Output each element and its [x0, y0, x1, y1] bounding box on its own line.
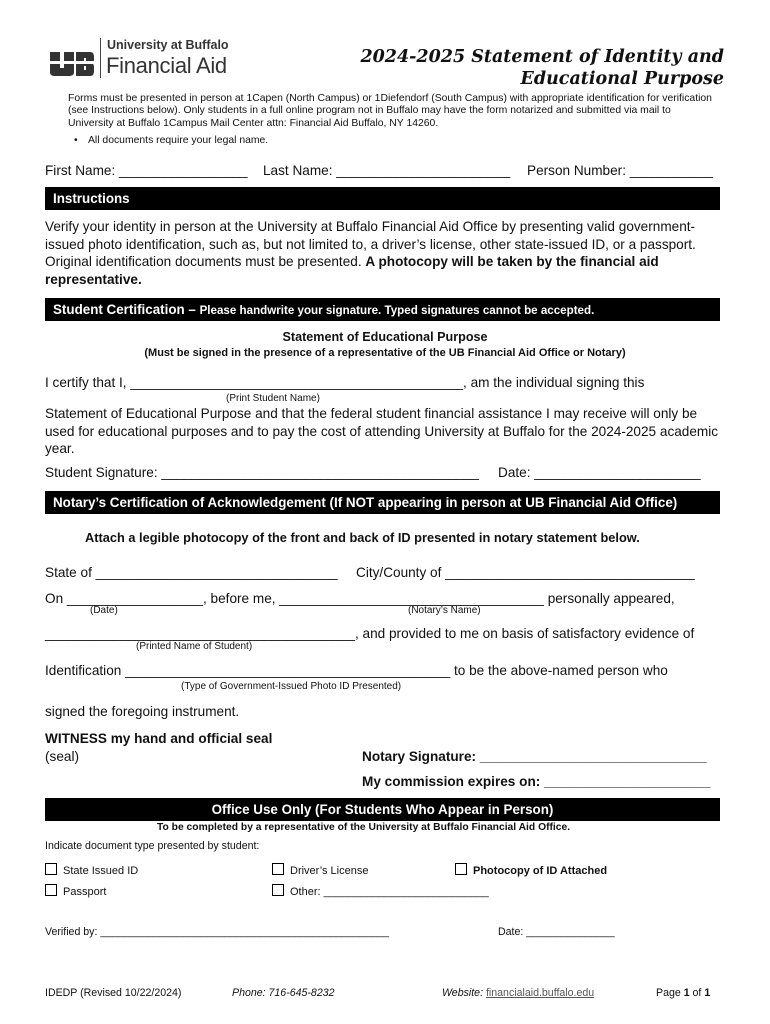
logo-divider: [100, 38, 101, 78]
witness-label: WITNESS my hand and official seal: [45, 731, 273, 746]
person-number-field[interactable]: Person Number: ___________: [527, 163, 713, 178]
department-name: Financial Aid: [106, 53, 227, 78]
student-date-field[interactable]: Date: ______________________: [498, 465, 701, 480]
passport-option[interactable]: Passport: [45, 884, 106, 898]
drivers-license-checkbox[interactable]: [272, 863, 284, 875]
date-label: (Date): [90, 605, 118, 616]
drivers-license-option[interactable]: Driver’s License: [272, 863, 368, 877]
instructions-text: Verify your identity in person at the University at Buffalo Financial Aid Office by presenting valid government-issued photo identification, such as, but not limited to, a driver’s license, other state-issued ID, or a passport. Original identification documents must be presented. A photocopy will be taken by the financial aid representative.: [45, 219, 696, 287]
website-link[interactable]: financialaid.buffalo.edu: [485, 987, 595, 999]
photocopy-checkbox[interactable]: [455, 863, 467, 875]
notary-name-label: (Notary’s Name): [408, 605, 481, 616]
state-id-checkbox[interactable]: [45, 863, 57, 875]
revision-label: IDEDP (Revised 10/22/2024): [45, 987, 182, 999]
intro-bullet: • All documents require your legal name.: [74, 135, 269, 146]
statement-subtitle: (Must be signed in the presence of a representative of the UB Financial Aid Office or Notary): [144, 347, 626, 359]
office-use-heading: Office Use Only (For Students Who Appear in Person): [45, 798, 720, 821]
intro-text: Forms must be presented in person at 1Capen (North Campus) or 1Diefendorf (South Campus) with appropriate identification for verification (see Instructions below). Only students in a full online program not in Buffalo may have the form notarized and submitted via mail to University at Buffalo 1Campus Mail Center attn: Financial Aid Buffalo, NY 14260.: [68, 93, 712, 129]
first-name-field[interactable]: First Name: _________________: [45, 163, 248, 178]
state-field[interactable]: State of ________________________________: [45, 565, 338, 580]
verified-by-field[interactable]: Verified by: _________________________________________________: [45, 926, 390, 938]
statement-title: Statement of Educational Purpose: [282, 330, 488, 344]
other-checkbox[interactable]: [272, 884, 284, 896]
university-name: University at Buffalo: [107, 38, 229, 52]
indicate-doc-type: Indicate document type presented by student:: [45, 840, 260, 852]
id-type-label: (Type of Government-Issued Photo ID Presented): [181, 681, 402, 692]
identification-line[interactable]: Identification ___________________________________________ to be the above-named person who: [45, 663, 668, 678]
notary-heading: Notary’s Certification of Acknowledgement (If NOT appearing in person at UB Financial Aid Office): [45, 491, 720, 514]
website: Website: financialaid.buffalo.edu: [442, 987, 595, 999]
form-title: 2024-2025 Statement of Identity and Educational Purpose: [360, 47, 724, 89]
state-id-option[interactable]: State Issued ID: [45, 863, 138, 877]
instructions-heading: Instructions: [45, 187, 720, 210]
seal-label: (seal): [45, 749, 79, 764]
commission-expires-field[interactable]: My commission expires on: ______________________: [362, 774, 711, 789]
office-use-sub: To be completed by a representative of the University at Buffalo Financial Aid Office.: [157, 822, 571, 833]
student-name-label: (Printed Name of Student): [136, 641, 253, 652]
phone-label: Phone: 716-645-8232: [232, 987, 335, 999]
page-number: Page 1 of 1: [656, 987, 711, 999]
passport-checkbox[interactable]: [45, 884, 57, 896]
student-signature-field[interactable]: Student Signature: __________________________________________: [45, 465, 479, 480]
last-name-field[interactable]: Last Name: _______________________: [263, 163, 511, 178]
notary-signature-field[interactable]: Notary Signature: ______________________________: [362, 749, 707, 764]
office-date-field[interactable]: Date: _______________: [498, 926, 615, 938]
city-county-field[interactable]: City/County of _________________________________: [356, 565, 695, 580]
statement-text: Statement of Educational Purpose and that the federal student financial assistance I may receive will only be used for educational purposes and to pay the cost of attending University at Buffalo for the 2024-2025 academic year.: [45, 406, 719, 456]
attach-note: Attach a legible photocopy of the front and back of ID presented in notary statement below.: [85, 530, 640, 545]
student-printed-name-line[interactable]: _________________________________________, and provided to me on basis of satisfactory evidence of: [45, 626, 695, 641]
certify-line[interactable]: I certify that I, ____________________________________________, am the individual signing this: [45, 375, 645, 390]
student-cert-heading: Student Certification – Please handwrite your signature. Typed signatures cannot be accepted.: [45, 298, 720, 321]
ub-logo: [48, 50, 94, 76]
signed-instrument: signed the foregoing instrument.: [45, 704, 240, 719]
notary-on-line[interactable]: On __________________, before me, ___________________________________ personally appeared,: [45, 591, 675, 606]
photocopy-option[interactable]: Photocopy of ID Attached: [455, 863, 607, 877]
other-option[interactable]: Other: ___________________________: [272, 884, 489, 898]
print-name-label: (Print Student Name): [226, 393, 320, 404]
